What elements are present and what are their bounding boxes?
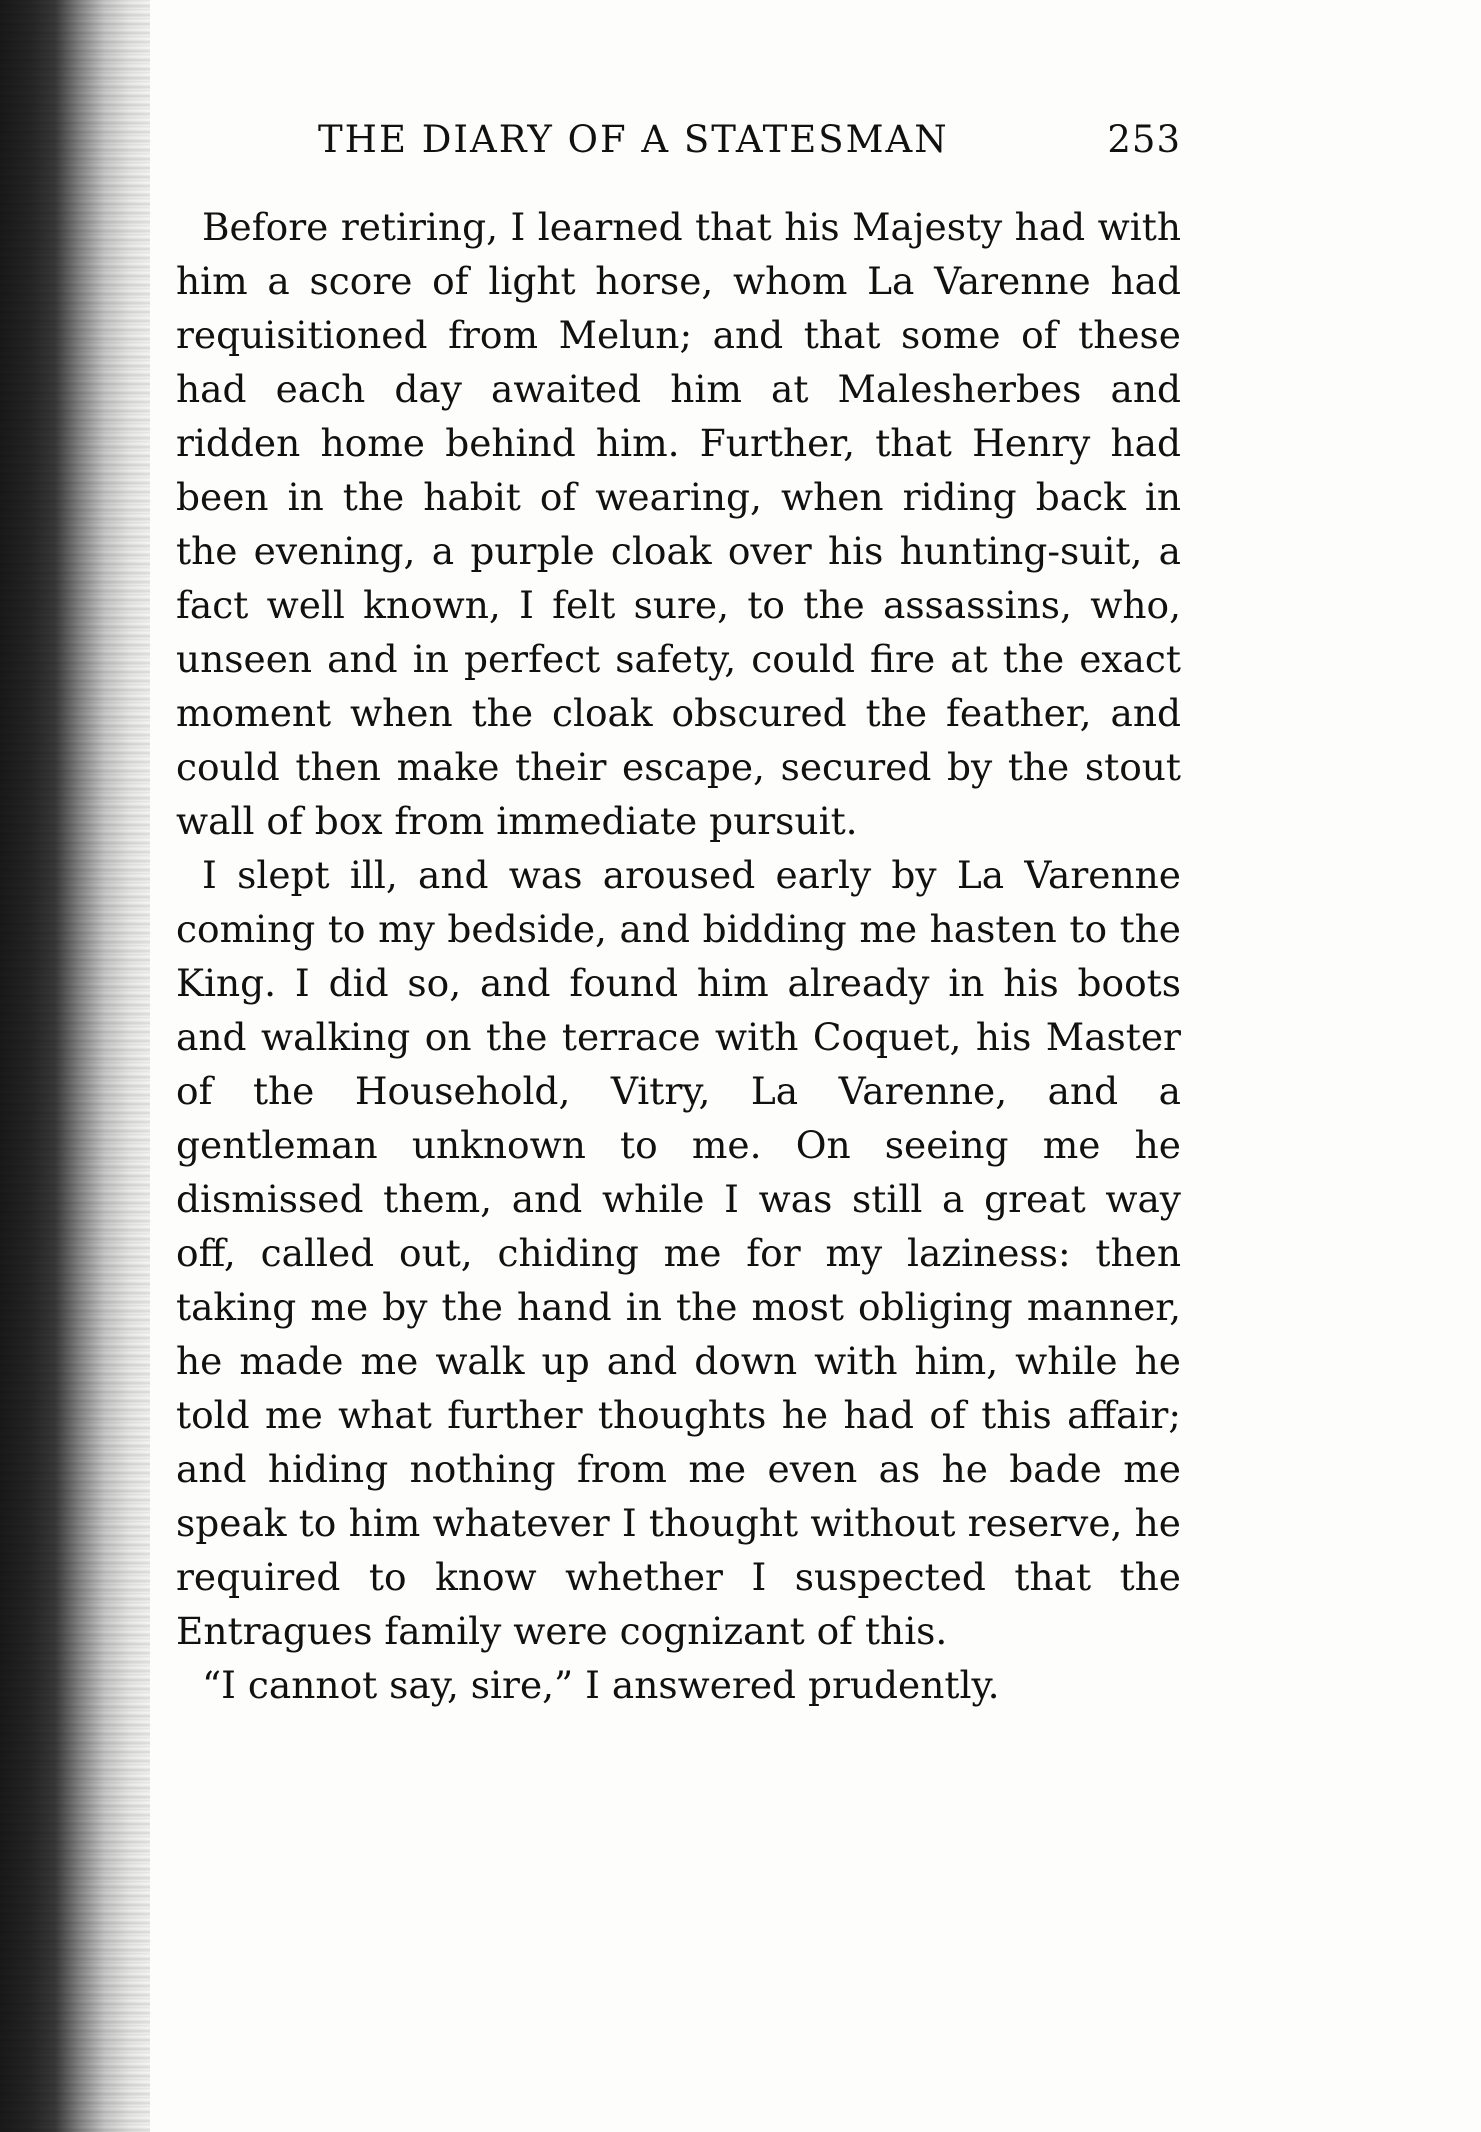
paragraph: Before retiring, I learned that his Majesty had with him a score of light horse, whom La Varenne had requisitioned from Melun; and that some of these had each day awaited him at Malesherbes and ridden home behind him. Further, that Henry had been in the habit of wearing, when riding back in the evening, a purple cloak over his hunting-suit, a fact well known, I felt sure, to the assassins, who, unseen and in perfect safety, could fire at the exact moment when the cloak obscured the feather, and could then make their escape, secured by the stout wall of box from immediate pursuit.: [176, 205, 1181, 843]
paragraph: “I cannot say, sire,” I answered prudently.: [202, 1663, 1000, 1707]
text-block: [176, 118, 1181, 1712]
running-head-title: THE DIARY OF A STATESMAN: [318, 118, 949, 161]
running-head: [318, 118, 1181, 178]
paragraph: I slept ill, and was aroused early by La Varenne coming to my bedside, and bidding me hasten to the King. I did so, and found him already in his boots and walking on the terrace with Coquet, his Master of the Household, Vitry, La Varenne, and a gentleman unknown to me. On seeing me he dismissed them, and while I was still a great way off, called out, chiding me for my laziness: then taking me by the hand in the most obliging manner, he made me walk up and down with him, while he told me what further thoughts he had of this affair; and hiding nothing from me even as he bade me speak to him whatever I thought without reserve, he required to know whether I suspected that the Entragues family were cognizant of this.: [176, 853, 1181, 1653]
binding-gutter-shadow: [0, 0, 150, 2132]
page-number: 253: [1107, 118, 1181, 161]
